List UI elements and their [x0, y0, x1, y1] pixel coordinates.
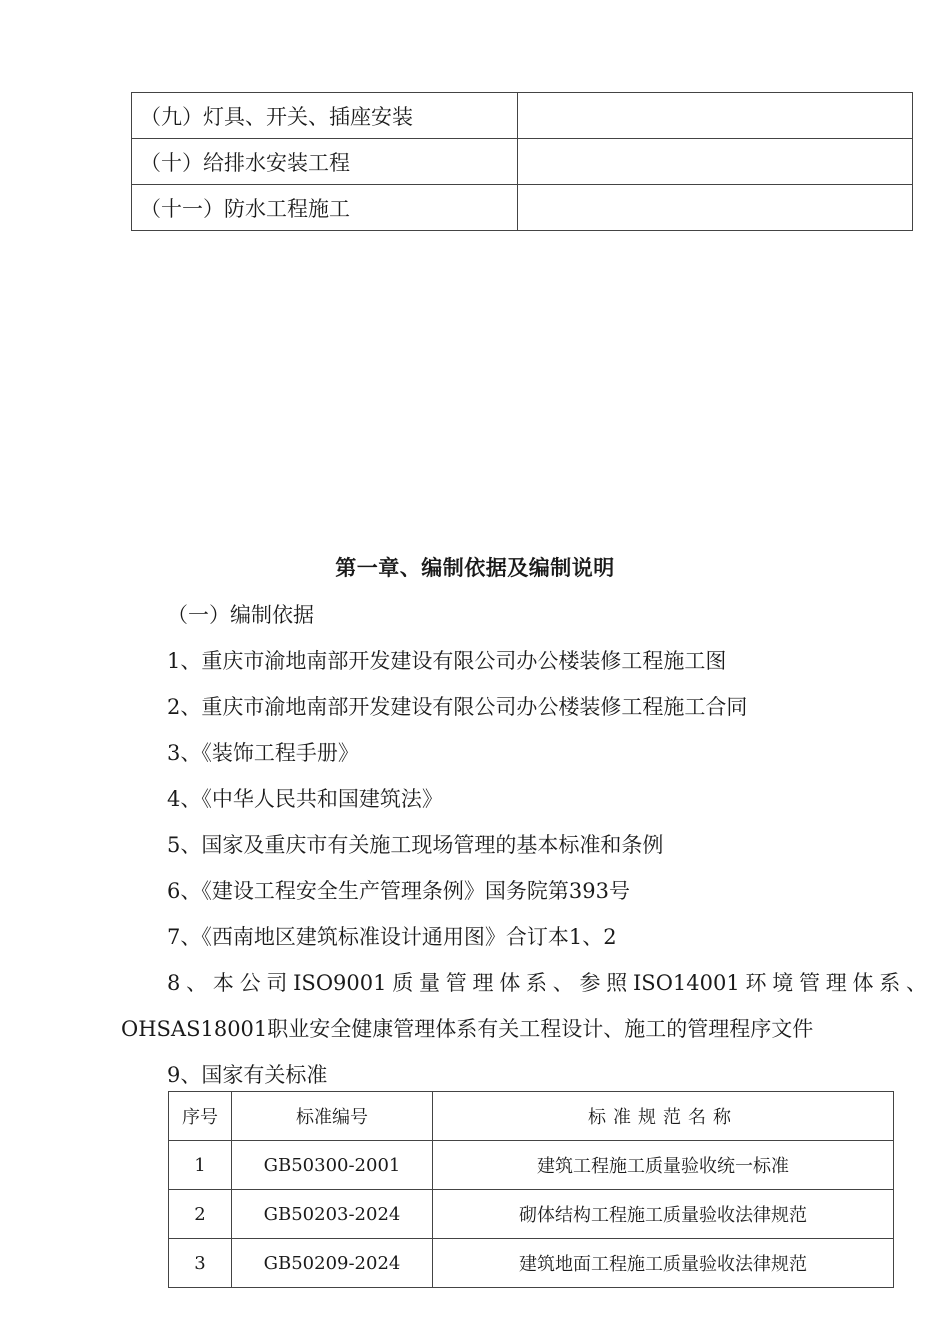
table-row [169, 1190, 894, 1239]
basis-item-7: 7、《西南地区建筑标准设计通用图》合订本1、2 [167, 925, 617, 949]
cell-serial-number: 3 [169, 1239, 232, 1288]
header-standard-code: 标准编号 [232, 1092, 433, 1141]
basis-item-9: 9、国家有关标准 [167, 1063, 328, 1087]
table-row [132, 185, 913, 231]
toc-item-title: （十一）防水工程施工 [132, 185, 518, 231]
table-row [132, 93, 913, 139]
basis-item-2: 2、重庆市渝地南部开发建设有限公司办公楼装修工程施工合同 [167, 695, 748, 719]
table-header-row [169, 1092, 894, 1141]
toc-item-title: （九）灯具、开关、插座安装 [132, 93, 518, 139]
basis-item-3: 3、《装饰工程手册》 [167, 741, 359, 765]
cell-standard-name: 建筑地面工程施工质量验收法律规范 [433, 1239, 894, 1288]
table-row [132, 139, 913, 185]
cell-standard-code: GB50203-2024 [232, 1190, 433, 1239]
chapter-title: 第一章、编制依据及编制说明 [335, 555, 615, 580]
cell-standard-code: GB50209-2024 [232, 1239, 433, 1288]
toc-item-page [518, 185, 913, 231]
cell-standard-name: 砌体结构工程施工质量验收法律规范 [433, 1190, 894, 1239]
header-serial-number: 序号 [169, 1092, 232, 1141]
toc-item-page [518, 93, 913, 139]
basis-item-1: 1、重庆市渝地南部开发建设有限公司办公楼装修工程施工图 [167, 649, 727, 673]
header-standard-name: 标准规范名称 [433, 1092, 894, 1141]
cell-serial-number: 1 [169, 1141, 232, 1190]
basis-item-4: 4、《中华人民共和国建筑法》 [167, 787, 443, 811]
basis-item-6: 6、《建设工程安全生产管理条例》国务院第393号 [167, 879, 630, 903]
section-heading: （一）编制依据 [167, 603, 314, 627]
table-row [169, 1141, 894, 1190]
basis-item-8: 8、本公司ISO9001质量管理体系、参照ISO14001环境管理体系、 [167, 971, 927, 995]
toc-item-page [518, 139, 913, 185]
standards-table [168, 1091, 894, 1288]
cell-standard-code: GB50300-2001 [232, 1141, 433, 1190]
toc-table [131, 92, 913, 231]
cell-standard-name: 建筑工程施工质量验收统一标准 [433, 1141, 894, 1190]
table-row [169, 1239, 894, 1288]
basis-item-5: 5、国家及重庆市有关施工现场管理的基本标准和条例 [167, 833, 664, 857]
basis-item-8-continued: OHSAS18001职业安全健康管理体系有关工程设计、施工的管理程序文件 [121, 1017, 814, 1041]
toc-item-title: （十）给排水安装工程 [132, 139, 518, 185]
cell-serial-number: 2 [169, 1190, 232, 1239]
